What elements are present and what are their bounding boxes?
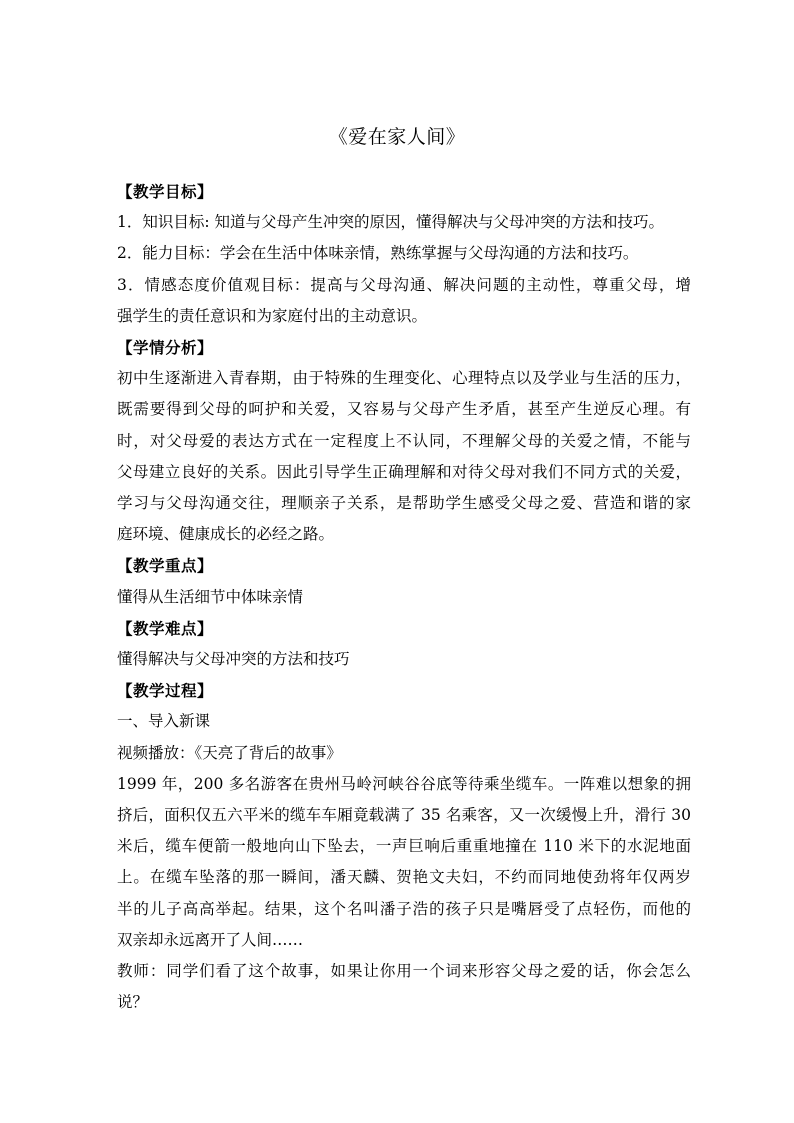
- process-step-intro: 一、导入新课: [117, 712, 211, 731]
- goals-item-emotion-line2: 强学生的责任意识和为家庭付出的主动意识。: [117, 306, 428, 325]
- teacher-question-line2: 说？: [117, 993, 149, 1012]
- analysis-line: 学习与父母沟通交往，理顺亲子关系，是帮助学生感受父母之爱、营造和谐的家: [117, 494, 691, 513]
- analysis-line: 时，对父母爱的表达方式在一定程度上不认同，不理解父母的关爱之情，不能与: [117, 431, 691, 450]
- document-title: 《爱在家人间》: [328, 126, 466, 148]
- story-line: 挤后，面积仅五六平米的缆车车厢竟载满了 35 名乘客，又一次缓慢上升，滑行 30: [117, 806, 691, 825]
- goals-item-ability: 2．能力目标：学会在生活中体味亲情，熟练掌握与父母沟通的方法和技巧。: [117, 244, 639, 263]
- analysis-line: 父母建立良好的关系。因此引导学生正确理解和对待父母对我们不同方式的关爱，: [117, 462, 691, 481]
- process-video: 视频播放：《天亮了背后的故事》: [117, 743, 342, 762]
- story-line: 米后，缆车便箭一般地向山下坠去，一声巨响后重重地撞在 110 米下的水泥地面: [117, 837, 691, 856]
- analysis-line: 初中生逐渐进入青春期，由于特殊的生理变化、心理特点以及学业与生活的压力，: [117, 369, 691, 388]
- story-line: 1999 年，200 多名游客在贵州马岭河峡谷谷底等待乘坐缆车。一阵难以想象的拥: [117, 774, 691, 793]
- story-line: 双亲却永远离开了人间……: [117, 930, 304, 949]
- analysis-heading: 【学情分析】: [117, 338, 214, 358]
- difficulty-heading: 【教学难点】: [117, 618, 214, 638]
- goals-item-knowledge: 1．知识目标: 知道与父母产生冲突的原因，懂得解决与父母冲突的方法和技巧。: [117, 213, 665, 232]
- analysis-line: 既需要得到父母的呵护和关爱，又容易与父母产生矛盾，甚至产生逆反心理。有: [117, 400, 691, 419]
- story-line: 上。在缆车坠落的那一瞬间，潘天麟、贺艳文夫妇，不约而同地使劲将年仅两岁: [117, 868, 691, 887]
- story-line: 半的儿子高高举起。结果，这个名叫潘子浩的孩子只是嘴唇受了点轻伤，而他的: [117, 899, 691, 918]
- document-body: [117, 176, 691, 1018]
- analysis-line: 庭环境、健康成长的必经之路。: [117, 525, 335, 544]
- goals-item-emotion-line1: 3．情感态度价值观目标：提高与父母沟通、解决问题的主动性，尊重父母，增: [117, 275, 691, 294]
- teacher-question-line1: 教师：同学们看了这个故事，如果让你用一个词来形容父母之爱的话，你会怎么: [117, 962, 691, 981]
- key-point-heading: 【教学重点】: [117, 556, 214, 576]
- process-heading: 【教学过程】: [117, 681, 214, 701]
- goals-heading: 【教学目标】: [117, 182, 214, 201]
- difficulty-text: 懂得解决与父母冲突的方法和技巧: [117, 650, 350, 669]
- key-point-text: 懂得从生活细节中体味亲情: [117, 587, 304, 606]
